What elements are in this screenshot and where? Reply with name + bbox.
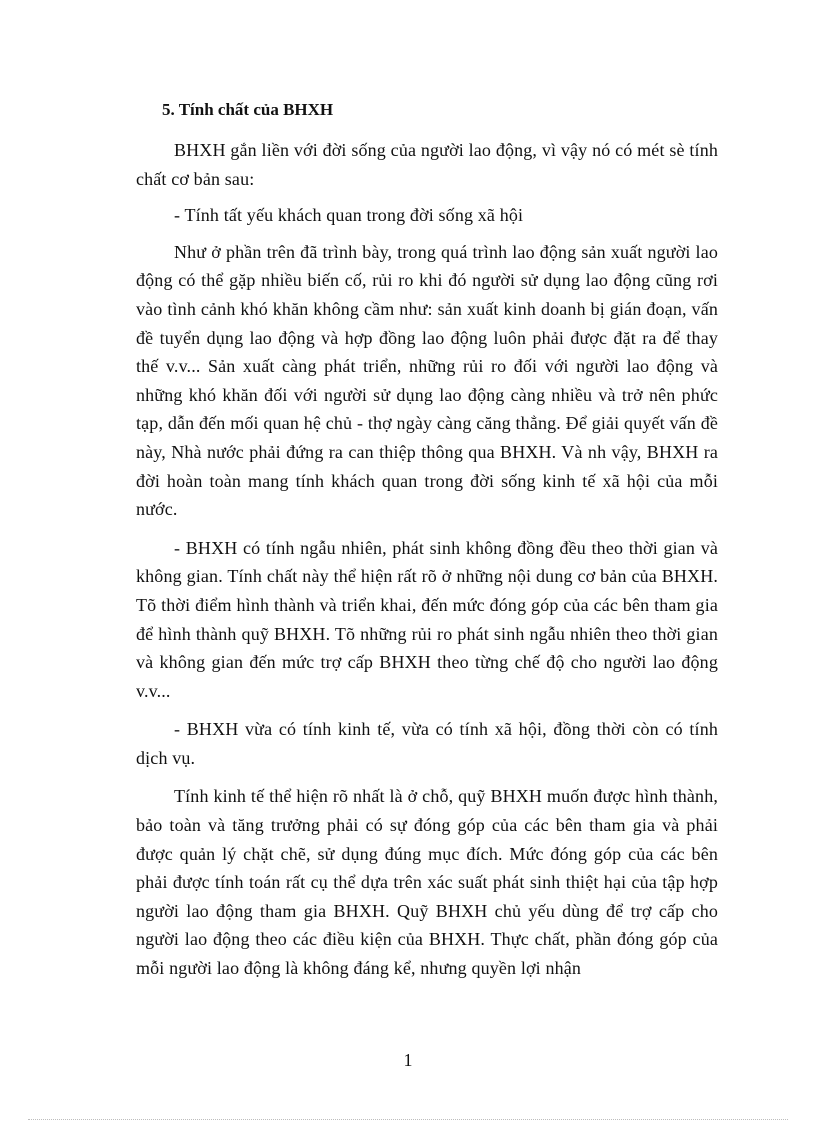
page-content <box>136 96 718 991</box>
section-heading: 5. Tính chất của BHXH <box>162 100 334 119</box>
page-number: 1 <box>403 1050 413 1070</box>
paragraph-randomness: - BHXH có tính ngẫu nhiên, phát sinh không đồng đều theo thời gian và không gian. Tính chất này thể hiện rất rõ ở những nội dung cơ bản của BHXH. Tõ thời điểm hình thành và triển khai, đến mức đóng góp của các bên tham gia để hình thành quỹ BHXH. Tõ những rủi ro phát sinh ngẫu nhiên theo thời gian và không gian đến mức trợ cấp BHXH theo từng chế độ cho người lao động v.v... <box>136 537 718 701</box>
page-bottom-divider <box>28 1119 788 1120</box>
paragraph-explanation: Như ở phần trên đã trình bày, trong quá trình lao động sản xuất người lao động có thể gặp nhiều biến cố, rủi ro khi đó người sử dụng lao động cũng rơi vào tình cảnh khó khăn không cầm như: sản xuất kinh doanh bị gián đoạn, vấn đề tuyển dụng lao động và hợp đồng lao động luôn phải được đặt ra để thay thế v.v... Sản xuất càng phát triển, những rủi ro đối với người lao động và những khó khăn đối với người sử dụng lao động càng nhiều và trở nên phức tạp, dẫn đến mối quan hệ chủ - thợ ngày càng căng thẳng. Để giải quyết vấn đề này, Nhà nước phải đứng ra can thiệp thông qua BHXH. Và nh vậy, BHXH ra đời hoàn toàn mang tính khách quan trong đời sống kinh tế xã hội của mỗi nước. <box>136 241 718 520</box>
paragraph-economic-social: - BHXH vừa có tính kinh tế, vừa có tính xã hội, đồng thời còn có tính dịch vụ. <box>136 719 718 768</box>
paragraph-intro: BHXH gắn liền với đời sống của người lao động, vì vậy nó có mét sè tính chất cơ bản sau: <box>136 140 718 189</box>
paragraph-economic-nature: Tính kinh tế thể hiện rõ nhất là ở chỗ, quỹ BHXH muốn được hình thành, bảo toàn và tăng trưởng phải có sự đóng góp của các bên tham gia và phải được quản lý chặt chẽ, sử dụng đúng mục đích. Mức đóng góp của các bên phải được tính toán rất cụ thể dựa trên xác suất phát sinh thiệt hại của tập hợp người lao động tham gia BHXH. Quỹ BHXH chủ yếu dùng để trợ cấp cho người lao động theo các điều kiện của BHXH. Thực chất, phần đóng góp của mỗi người lao động là không đáng kể, nhưng quyền lợi nhận <box>136 786 718 979</box>
paragraph-objective-necessity: - Tính tất yếu khách quan trong đời sống xã hội <box>174 205 524 226</box>
